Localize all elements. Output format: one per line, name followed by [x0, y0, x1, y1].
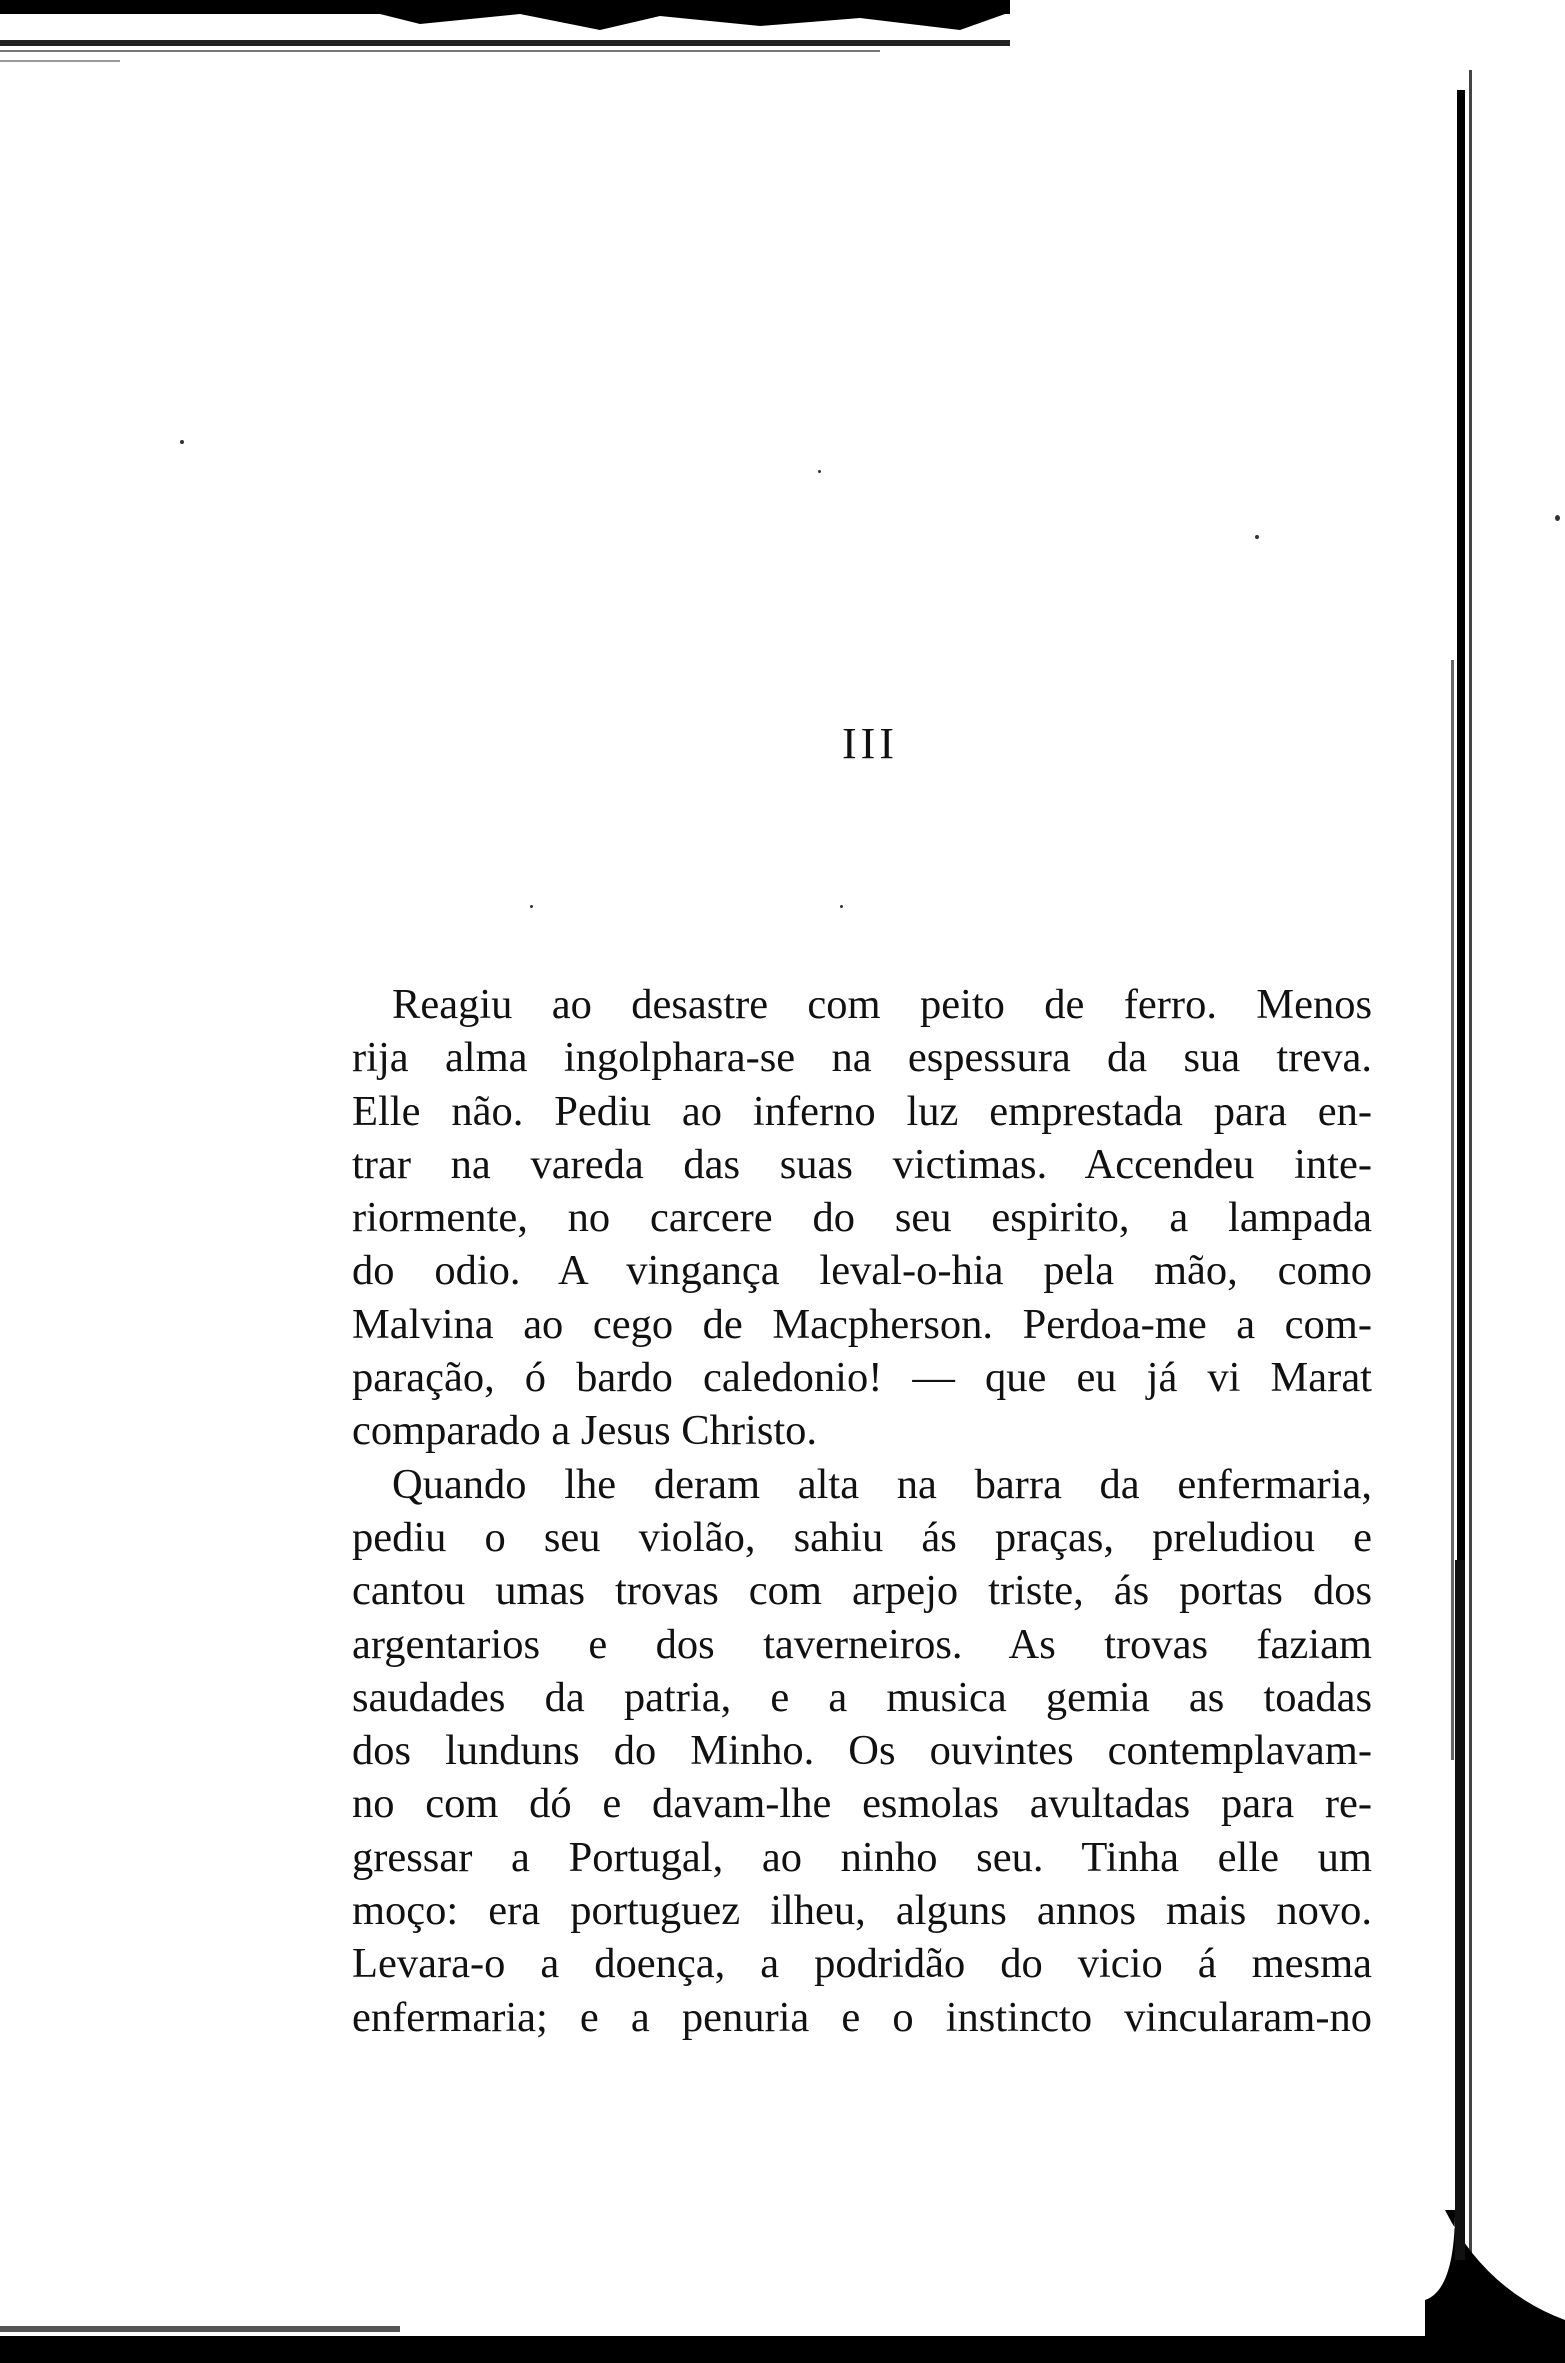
text-line: pediu o seu violão, sahiu ás praças, preludiou e	[352, 1513, 1372, 1561]
text-line: Quando lhe deram alta na barra da enfermaria,	[392, 1460, 1372, 1508]
text-line: Reagiu ao desastre com peito de ferro. Menos	[392, 981, 1372, 1028]
text-line: paração, ó bardo caledonio! — que eu já vi Marat	[352, 1354, 1372, 1402]
body-text	[352, 978, 1372, 2044]
scan-speck	[1555, 515, 1560, 521]
text-line: riormente, no carcere do seu espirito, a lampada	[352, 1194, 1372, 1242]
text-line: do odio. A vingança leval-o-hia pela mão, como	[352, 1247, 1372, 1295]
text-line: dos lunduns do Minho. Os ouvintes contemplavam-	[352, 1727, 1372, 1775]
scan-speck	[530, 905, 533, 908]
text-line: enfermaria; e a penuria e o instincto vincularam-no	[352, 1993, 1372, 2041]
text-line: no com dó e davam-lhe esmolas avultadas para re-	[352, 1780, 1372, 1828]
text-line: rija alma ingolphara-se na espessura da sua treva.	[352, 1034, 1372, 1082]
text-line: gressar a Portugal, ao ninho seu. Tinha elle um	[352, 1833, 1372, 1881]
text-line: Malvina ao cego de Macpherson. Perdoa-me a com-	[352, 1300, 1372, 1348]
text-line: trar na vareda das suas victimas. Accendeu inte-	[352, 1140, 1372, 1188]
chapter-heading: III	[842, 719, 898, 768]
scan-speck	[1255, 535, 1259, 539]
page-top-edge	[0, 0, 1010, 70]
text-line: cantou umas trovas com arpejo triste, ás portas dos	[352, 1567, 1372, 1615]
page-bottom-edge	[0, 2318, 1565, 2363]
text-line: Levara-o a doença, a podridão do vicio á mesma	[352, 1940, 1372, 1988]
text-line: moço: era portuguez ilheu, alguns annos mais novo.	[352, 1887, 1372, 1935]
text-line: argentarios e dos taverneiros. As trovas faziam	[352, 1620, 1372, 1668]
text-line: Elle não. Pediu ao inferno luz emprestada para en-	[352, 1087, 1372, 1135]
scan-speck	[180, 440, 184, 444]
scan-speck	[818, 470, 821, 473]
scan-speck	[840, 905, 843, 908]
page-right-edge	[1425, 60, 1565, 2363]
text-line: comparado a Jesus Christo.	[352, 1407, 818, 1455]
text-line: saudades da patria, e a musica gemia as toadas	[352, 1673, 1372, 1721]
